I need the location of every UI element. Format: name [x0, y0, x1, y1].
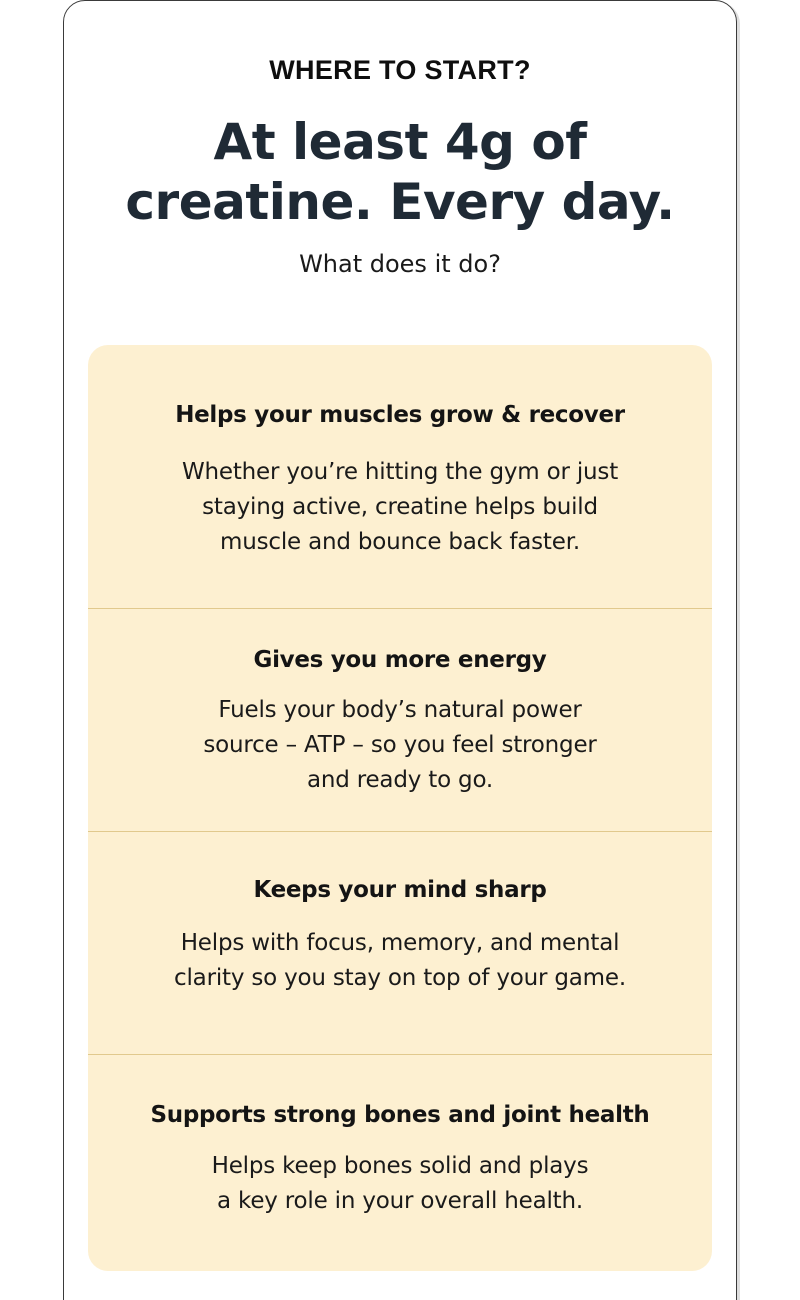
- benefit-bone-joint-health: [88, 1054, 712, 1271]
- benefit-title: Helps your muscles grow & recover: [175, 402, 625, 428]
- headline-line-1: At least 4g of: [213, 113, 587, 171]
- benefit-description: [100, 693, 700, 798]
- headline-line-2: creatine. Every day.: [125, 173, 675, 231]
- benefit-description-line: Helps keep bones solid and plays: [211, 1153, 589, 1179]
- benefit-description-line: Whether you’re hitting the gym or just: [181, 459, 619, 485]
- benefit-description-line: muscle and bounce back faster.: [220, 529, 580, 555]
- benefit-mind-sharp: [88, 831, 712, 1054]
- benefit-description-line: Helps with focus, memory, and mental: [180, 930, 620, 956]
- benefit-description: [95, 926, 705, 996]
- benefit-description-line: and ready to go.: [306, 767, 494, 793]
- benefit-muscle-growth: [88, 345, 712, 609]
- benefit-description-line: source – ATP – so you feel stronger: [203, 732, 597, 758]
- benefit-description-line: Fuels your body’s natural power: [218, 697, 582, 723]
- subheading: What does it do?: [299, 250, 501, 278]
- benefit-description-line: a key role in your overall health.: [217, 1188, 583, 1214]
- benefit-title: Keeps your mind sharp: [253, 877, 547, 903]
- benefit-title: Supports strong bones and joint health: [150, 1102, 650, 1128]
- benefit-description-line: clarity so you stay on top of your game.: [174, 965, 626, 991]
- benefit-title: Gives you more energy: [253, 647, 547, 673]
- section-eyebrow: WHERE TO START?: [269, 55, 531, 85]
- benefits-card: [88, 345, 712, 1271]
- benefit-description: [100, 1149, 700, 1219]
- benefit-description-line: staying active, creatine helps build: [202, 494, 598, 520]
- benefit-description: [100, 455, 700, 560]
- page-headline: [0, 112, 800, 232]
- benefit-energy: [88, 608, 712, 831]
